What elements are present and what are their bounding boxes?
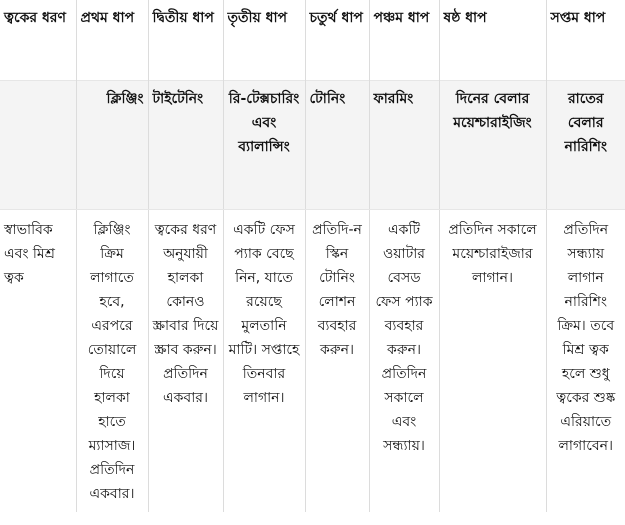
step-name-cleansing: ক্লিঞ্জিং [76,81,148,210]
header-step-3: তৃতীয় ধাপ [223,0,305,81]
header-step-7: সপ্তম ধাপ [546,0,625,81]
step-name-empty [0,81,76,210]
step-name-toning: টোনিং [305,81,369,210]
header-step-6: ষষ্ঠ ধাপ [439,0,546,81]
step-name-tightening: টাইটেনিং [148,81,223,210]
header-step-1: প্রথম ধাপ [76,0,148,81]
cell-step-2: ত্বকের ধরণ অনুযায়ী হালকা কোনও স্ক্রাবার দিয়ে স্ক্রাব করুন। প্রতিদিন একবার। [148,210,223,513]
step-name-night-nourishing: রাতের বেলার নারিশিং [546,81,625,210]
cell-step-6: প্রতিদিন সকালে ময়েশ্চারাইজার লাগান। [439,210,546,513]
header-step-4: চতুর্থ ধাপ [305,0,369,81]
step-name-day-moisturizing: দিনের বেলার ময়েশ্চারাইজিং [439,81,546,210]
step-name-firming: ফারমিং [369,81,439,210]
step-name-retexturing: রি-টেক্সচারিং এবং ব্যালান্সিং [223,81,305,210]
table-row [0,210,625,513]
step-name-row [0,81,625,210]
cell-step-7: প্রতিদিন সন্ধ্যায় লাগান নারিশিং ক্রিম। তবে মিশ্র ত্বক হলে শুধু ত্বকের শুষ্ক এরিয়াতে লাগাবেন। [546,210,625,513]
cell-step-5: একটি ওয়াটার বেসড ফেস প্যাক ব্যবহার করুন। প্রতিদিন সকালে এবং সন্ধ্যায়। [369,210,439,513]
table-header-row [0,0,625,81]
header-skin-type: ত্বকের ধরণ [0,0,76,81]
header-step-5: পঞ্চম ধাপ [369,0,439,81]
cell-step-4: প্রতিদি-ন স্কিন টোনিং লোশন ব্যবহার করুন। [305,210,369,513]
cell-skin-type: স্বাভাবিক এবং মিশ্র ত্বক [0,210,76,513]
cell-step-1: ক্লিঞ্জিং ক্রিম লাগাতে হবে, এরপরে তোয়ালে দিয়ে হালকা হাতে ম্যাসাজ। প্রতিদিন একবার। [76,210,148,513]
header-step-2: দ্বিতীয় ধাপ [148,0,223,81]
cell-step-3: একটি ফেস প্যাক বেছে নিন, যাতে রয়েছে মুলতানি মাটি। সপ্তাহে তিনবার লাগান। [223,210,305,513]
